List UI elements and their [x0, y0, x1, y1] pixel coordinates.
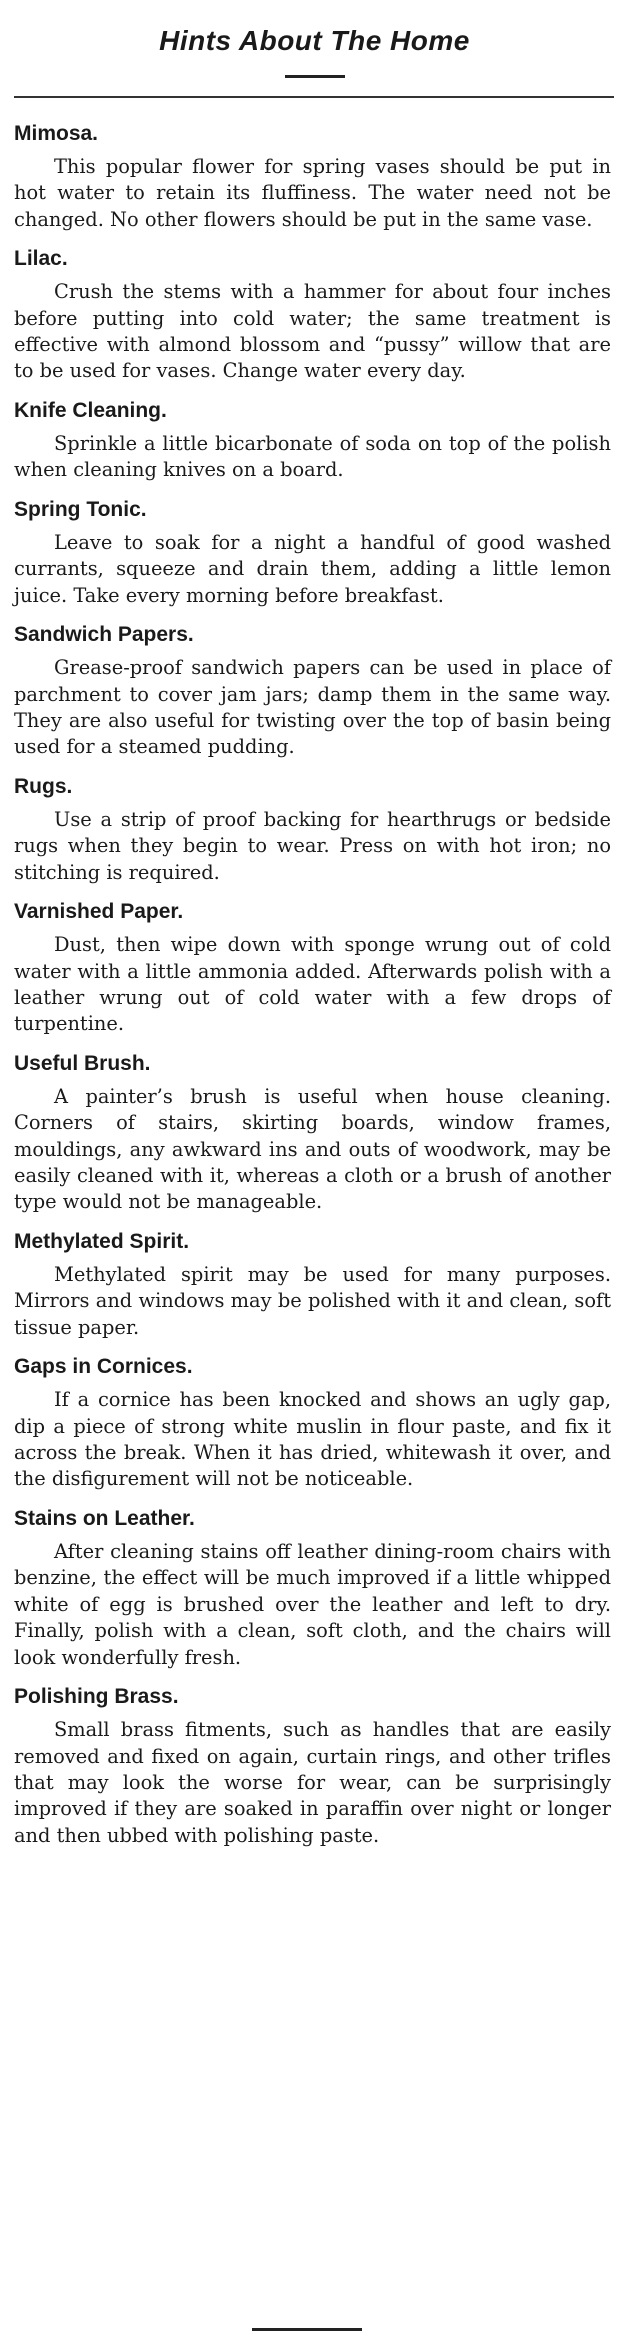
- hint-mimosa: [14, 122, 615, 233]
- hint-heading: Useful Brush.: [14, 1051, 151, 1075]
- article-title: Hints About The Home: [159, 25, 470, 56]
- hint-lilac: [14, 247, 615, 385]
- hint-heading: Spring Tonic.: [14, 497, 147, 521]
- hint-spring-tonic: [14, 498, 615, 609]
- hint-heading: Stains on Leather.: [14, 1506, 195, 1530]
- hints-list: [14, 122, 615, 1849]
- closing-divider: [252, 2328, 362, 2331]
- hint-heading: Sandwich Papers.: [14, 623, 194, 647]
- hint-body: If a cornice has been knocked and shows an ugly gap, dip a piece of strong white muslin in flour paste, and fix it across the break. When it has dried, whitewash it over, and the disfigurement will not be noticeable.: [14, 1388, 611, 1491]
- hint-heading: Polishing Brass.: [14, 1684, 179, 1708]
- hint-heading: Varnished Paper.: [14, 900, 184, 924]
- hint-knife-cleaning: [14, 399, 615, 484]
- hint-polishing-brass: [14, 1685, 615, 1849]
- hint-heading: Mimosa.: [14, 121, 99, 145]
- hint-body: Methylated spirit may be used for many purposes. Mirrors and windows may be polished with it and clean, soft tissue paper.: [14, 1263, 611, 1339]
- hint-heading: Knife Cleaning.: [14, 398, 167, 422]
- hint-heading: Rugs.: [14, 774, 73, 798]
- section-divider: [14, 96, 614, 98]
- hint-heading: Methylated Spirit.: [14, 1229, 190, 1253]
- hint-body: A painter’s brush is useful when house cleaning. Corners of stairs, skirting boards, window frames, mouldings, any awkward ins and outs of woodwork, may be easily cleaned with it, whereas a cloth or a brush of another type would not be manageable.: [14, 1084, 611, 1214]
- hint-methylated-spirit: [14, 1230, 615, 1341]
- hint-body: Crush the stems with a hammer for about four inches before putting into cold water; the same treatment is effective with almond blossom and “pussy” willow that are to be used for vases. Change water every day.: [14, 280, 611, 383]
- hint-heading: Gaps in Cornices.: [14, 1355, 193, 1379]
- hint-useful-brush: [14, 1052, 615, 1216]
- hint-body: This popular flower for spring vases should be put in hot water to retain its fluffiness. The water need not be changed. No other flowers should be put in the same vase.: [14, 154, 611, 231]
- hint-body: Dust, then wipe down with sponge wrung out of cold water with a little ammonia added. Afterwards polish with a leather wrung out of cold water with a few drops of turpentine.: [14, 933, 611, 1036]
- hint-varnished-paper: [14, 900, 615, 1038]
- hint-body: Sprinkle a little bicarbonate of soda on top of the polish when cleaning knives on a board.: [14, 431, 611, 482]
- hint-body: After cleaning stains off leather dining-room chairs with benzine, the effect will be much improved if a little whipped white of egg is brushed over the leather and left to dry. Finally, polish with a clean, soft cloth, and the chairs will look wonderfully fresh.: [14, 1540, 611, 1669]
- hint-body: Use a strip of proof backing for hearthrugs or bedside rugs when they begin to wear. Press on with hot iron; no stitching is required.: [14, 807, 611, 884]
- hint-heading: Lilac.: [14, 247, 68, 271]
- hint-stains-on-leather: [14, 1507, 615, 1671]
- hint-body: Grease-proof sandwich papers can be used in place of parchment to cover jam jars; damp them in the same way. They are also useful for twisting over the top of basin being used for a steamed pudding.: [14, 656, 611, 759]
- hint-rugs: [14, 775, 615, 886]
- hint-gaps-in-cornices: [14, 1355, 615, 1493]
- hint-body: Small brass fitments, such as handles that are easily removed and fixed on again, curtain rings, and other trifles that may look the worse for wear, can be surprisingly improved if they are soaked in paraffin over night or longer and then ubbed with polishing paste.: [14, 1718, 611, 1847]
- title-divider: [285, 75, 345, 78]
- hint-sandwich-papers: [14, 623, 615, 761]
- hint-body: Leave to soak for a night a handful of good washed currants, squeeze and drain them, adding a little lemon juice. Take every morning before breakfast.: [14, 530, 611, 607]
